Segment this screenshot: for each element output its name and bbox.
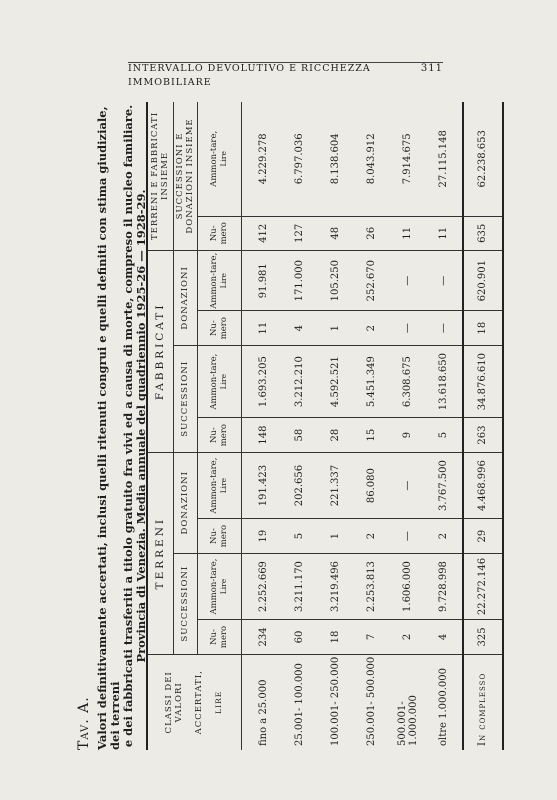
cell-fabbricati-succ-numero: 28 [318, 418, 354, 452]
cell-insieme-numero: 412 [241, 216, 282, 250]
lire-label: Lire [219, 578, 228, 595]
numero-header: Nu-mero [197, 620, 241, 654]
table-row [318, 102, 354, 750]
running-title: INTERVALLO DEVOLUTIVO E RICCHEZZA IMMOBILIARE [128, 63, 371, 88]
table-row [241, 102, 282, 750]
table-row [282, 102, 318, 750]
cell-insieme-numero: 11 [426, 216, 463, 250]
table-row [390, 102, 426, 750]
total-fabbricati-succ-ammontare: 34.876.610 [463, 345, 503, 418]
cell-fabbricati-succ-ammontare: 6.308.675 [390, 345, 426, 418]
class-header-title: CLASSI DEI VALORI [164, 671, 185, 734]
cell-fabbricati-succ-ammontare: 4.592.521 [318, 345, 354, 418]
table-row [426, 102, 463, 750]
lire-label: Lire [219, 151, 228, 167]
statistics-table [146, 102, 504, 750]
cell-fabbricati-succ-numero: 148 [241, 418, 282, 452]
class-column-header [147, 654, 241, 750]
cell-fabbricati-succ-ammontare: 5.451.349 [354, 345, 390, 418]
terreni-donazioni-header: DONAZIONI [173, 452, 197, 553]
row-class-label: 25.001- 100.000 [294, 663, 305, 746]
cell-insieme-ammontare: 27.115.148 [426, 102, 463, 216]
terreni-fabbricati-header: TERRENI E FABBRICATI INSIEME [147, 102, 173, 250]
cell-insieme-numero: 26 [354, 216, 390, 250]
cell-terreni-don-numero: 1 [318, 519, 354, 553]
cell-terreni-don-numero: 2 [426, 519, 463, 553]
cell-fabbricati-don-ammontare: — [390, 250, 426, 311]
cell-insieme-numero: 11 [390, 216, 426, 250]
total-terreni-succ-ammontare: 22.272.146 [463, 553, 503, 620]
cell-terreni-don-numero: 19 [241, 519, 282, 553]
fabbricati-donazioni-header: DONAZIONI [173, 250, 197, 345]
row-class-label: 100.001- 250.000 [330, 656, 341, 746]
cell-terreni-succ-ammontare: 2.253.813 [354, 553, 390, 620]
cell-terreni-don-numero: 5 [282, 519, 318, 553]
cell-terreni-succ-ammontare: 1.606.000 [390, 553, 426, 620]
cell-terreni-succ-ammontare: 9.728.998 [426, 553, 463, 620]
cell-fabbricati-succ-numero: 5 [426, 418, 463, 452]
class-header-unit: LIRE [214, 690, 224, 714]
total-insieme-ammontare: 62.238.653 [463, 102, 503, 216]
cell-fabbricati-don-numero: 1 [318, 311, 354, 345]
cell-terreni-succ-ammontare: 3.211.170 [282, 553, 318, 620]
cell-terreni-succ-ammontare: 3.219.496 [318, 553, 354, 620]
running-header [128, 62, 443, 88]
page-number: 311 [420, 63, 443, 74]
ammontare-header [197, 250, 241, 311]
lire-label: Lire [219, 373, 228, 390]
cell-terreni-don-ammontare: — [390, 452, 426, 519]
cell-terreni-succ-numero: 4 [426, 620, 463, 654]
total-insieme-numero: 635 [463, 216, 503, 250]
numero-header: Nu-mero [197, 216, 241, 250]
cell-terreni-don-ammontare: 191.423 [241, 452, 282, 519]
ammontare-header [197, 345, 241, 418]
total-terreni-don-ammontare: 4.468.996 [463, 452, 503, 519]
ammontare-label: Ammon-tare, [209, 457, 219, 514]
table-label: Tav. A. [76, 696, 92, 750]
row-class-label: oltre 1.000.000 [438, 667, 449, 746]
cell-terreni-succ-numero: 60 [282, 620, 318, 654]
numero-header: Nu-mero [197, 418, 241, 452]
total-terreni-don-numero: 29 [463, 519, 503, 553]
row-class-label: fino a 25.000 [258, 679, 269, 746]
cell-insieme-numero: 48 [318, 216, 354, 250]
cell-terreni-succ-ammontare: 2.252.669 [241, 553, 282, 620]
cell-insieme-ammontare: 6.797.036 [282, 102, 318, 216]
cell-terreni-succ-numero: 234 [241, 620, 282, 654]
ammontare-header [197, 102, 241, 216]
cell-fabbricati-succ-numero: 58 [282, 418, 318, 452]
terreni-header: TERRENI [147, 452, 173, 654]
cell-terreni-don-ammontare: 3.767.500 [426, 452, 463, 519]
table-row [354, 102, 390, 750]
terreni-successioni-header: SUCCESSIONI [173, 553, 197, 654]
cell-fabbricati-don-numero: — [426, 311, 463, 345]
total-terreni-succ-numero: 325 [463, 620, 503, 654]
cell-fabbricati-don-ammontare: — [426, 250, 463, 311]
ammontare-label: Ammon-tare, [209, 252, 219, 309]
cell-insieme-ammontare: 7.914.675 [390, 102, 426, 216]
cell-fabbricati-don-numero: — [390, 311, 426, 345]
cell-insieme-ammontare: 8.043.912 [354, 102, 390, 216]
cell-fabbricati-succ-ammontare: 3.212.210 [282, 345, 318, 418]
total-fabbricati-don-numero: 18 [463, 311, 503, 345]
total-fabbricati-succ-numero: 263 [463, 418, 503, 452]
class-header-sub: ACCERTATI, [194, 670, 205, 735]
total-label: In complesso [463, 654, 503, 750]
cell-fabbricati-don-ammontare: 252.670 [354, 250, 390, 311]
total-row [463, 102, 503, 750]
cell-terreni-don-numero: — [390, 519, 426, 553]
ammontare-header [197, 553, 241, 620]
cell-fabbricati-don-numero: 11 [241, 311, 282, 345]
lire-label: Lire [219, 477, 228, 494]
cell-insieme-ammontare: 4.229.278 [241, 102, 282, 216]
ammontare-label: Ammon-tare, [209, 558, 219, 615]
total-fabbricati-don-ammontare: 620.901 [463, 250, 503, 311]
cell-terreni-don-numero: 2 [354, 519, 390, 553]
table-caption [96, 102, 148, 750]
cell-fabbricati-don-ammontare: 171.000 [282, 250, 318, 311]
cell-insieme-numero: 127 [282, 216, 318, 250]
fabbricati-successioni-header: SUCCESSIONI [173, 345, 197, 452]
cell-terreni-succ-numero: 2 [390, 620, 426, 654]
cell-terreni-succ-numero: 18 [318, 620, 354, 654]
cell-fabbricati-succ-ammontare: 13.618.650 [426, 345, 463, 418]
cell-fabbricati-succ-numero: 9 [390, 418, 426, 452]
cell-fabbricati-succ-ammontare: 1.693.205 [241, 345, 282, 418]
cell-fabbricati-don-numero: 4 [282, 311, 318, 345]
numero-header: Nu-mero [197, 311, 241, 345]
lire-label: Lire [219, 273, 228, 289]
insieme-header: SUCCESSIONI E DONAZIONI INSIEME [173, 102, 197, 250]
ammontare-header [197, 452, 241, 519]
cell-terreni-don-ammontare: 86.080 [354, 452, 390, 519]
rotated-table-block [74, 102, 488, 750]
row-class-label: 500.001-1.000.000 [396, 695, 419, 746]
cell-fabbricati-don-ammontare: 91.981 [241, 250, 282, 311]
row-class-label: 250.001- 500.000 [366, 656, 377, 746]
cell-fabbricati-succ-numero: 15 [354, 418, 390, 452]
fabbricati-header: FABBRICATI [147, 250, 173, 452]
caption-line-2: e dei fabbricati trasferiti a titolo gratuito fra vivi ed a causa di morte, compreso il nucleo familiare. [121, 104, 135, 748]
caption-line-3: Provincia di Venezia. Media annuale del quadriennio 1925-26 — 1928-29. [134, 189, 148, 663]
table-body [241, 102, 503, 750]
cell-fabbricati-don-numero: 2 [354, 311, 390, 345]
numero-header: Nu-mero [197, 519, 241, 553]
cell-terreni-don-ammontare: 202.656 [282, 452, 318, 519]
cell-terreni-succ-numero: 7 [354, 620, 390, 654]
cell-insieme-ammontare: 8.138.604 [318, 102, 354, 216]
ammontare-label: Ammon-tare, [209, 353, 219, 410]
cell-terreni-don-ammontare: 221.337 [318, 452, 354, 519]
caption-line-1: Valori definitivamente accertati, inclusi quelli ritenuti congrui e quelli definiti con stima giudiziale, dei terreni [95, 106, 122, 750]
ammontare-label: Ammon-tare, [209, 130, 219, 187]
cell-fabbricati-don-ammontare: 105.250 [318, 250, 354, 311]
